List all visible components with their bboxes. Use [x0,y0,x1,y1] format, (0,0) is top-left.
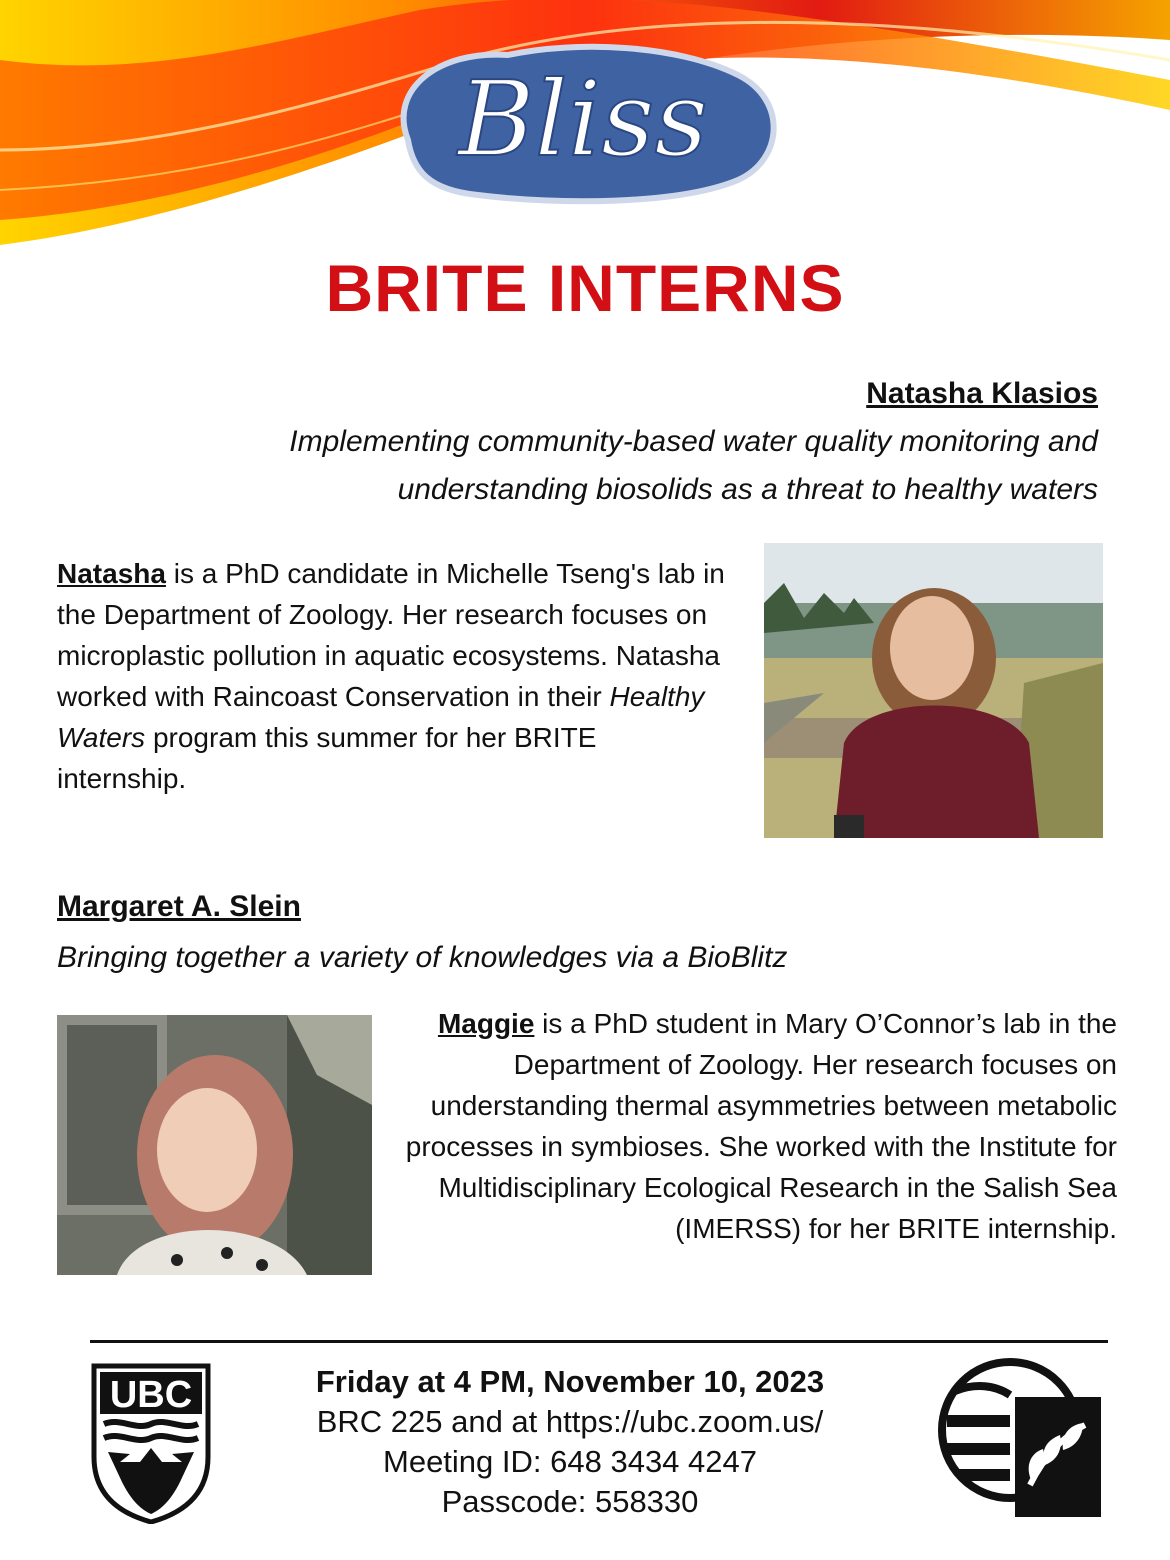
intern1-bio-part2: program this summer for her BRITE internship. [57,722,597,794]
natasha-photo [764,543,1103,838]
maggie-photo [57,1015,372,1275]
event-info [240,1362,900,1522]
intern2-name: Margaret A. Slein [57,890,301,923]
logo-text: Bliss [458,58,708,180]
intern1-bio-italic: Healthy Waters [57,681,705,753]
intern1-subtitle [58,418,1098,514]
footer-divider [90,1340,1108,1343]
bliss-logo [378,30,788,210]
zoology-emblem-logo [935,1355,1105,1520]
intern1-subtitle-line2: understanding biosolids as a threat to healthy waters [397,473,1098,506]
event-passcode: Passcode: 558330 [441,1484,699,1519]
page-title: BRITE INTERNS [325,251,845,325]
intern1-subtitle-line1: Implementing community-based water quality monitoring and [289,425,1098,458]
intern2-bio-text: is a PhD student in Mary O’Connor’s lab in the Department of Zoology. Her research focuses on understanding thermal asymmetries between metabolic processes in symbioses. She worked with the Institute for Multidisciplinary Ecological Research in the Salish Sea (IMERSS) for her BRITE internship. [405,1008,1117,1244]
event-location: BRC 225 and at https://ubc.zoom.us/ [316,1404,824,1439]
event-meeting-id: Meeting ID: 648 3434 4247 [383,1444,757,1479]
intern1-bio-name: Natasha [57,558,166,589]
intern1-bio-part1: is a PhD candidate in Michelle Tseng's lab in the Department of Zoology. Her research focuses on microplastic pollution in aquatic ecosystems. Natasha worked with Raincoast Conservation in their [57,558,725,712]
intern2-subtitle: Bringing together a variety of knowledges via a BioBlitz [57,941,788,974]
intern2-bio-name: Maggie [437,1008,535,1039]
intern1-bio [57,553,727,799]
intern1-name: Natasha Klasios [866,377,1098,410]
intern2-bio [390,1003,1117,1249]
ubc-crest-text: UBC [109,1374,193,1416]
event-date: Friday at 4 PM, November 10, 2023 [315,1364,825,1399]
ubc-crest-logo [90,1362,212,1524]
